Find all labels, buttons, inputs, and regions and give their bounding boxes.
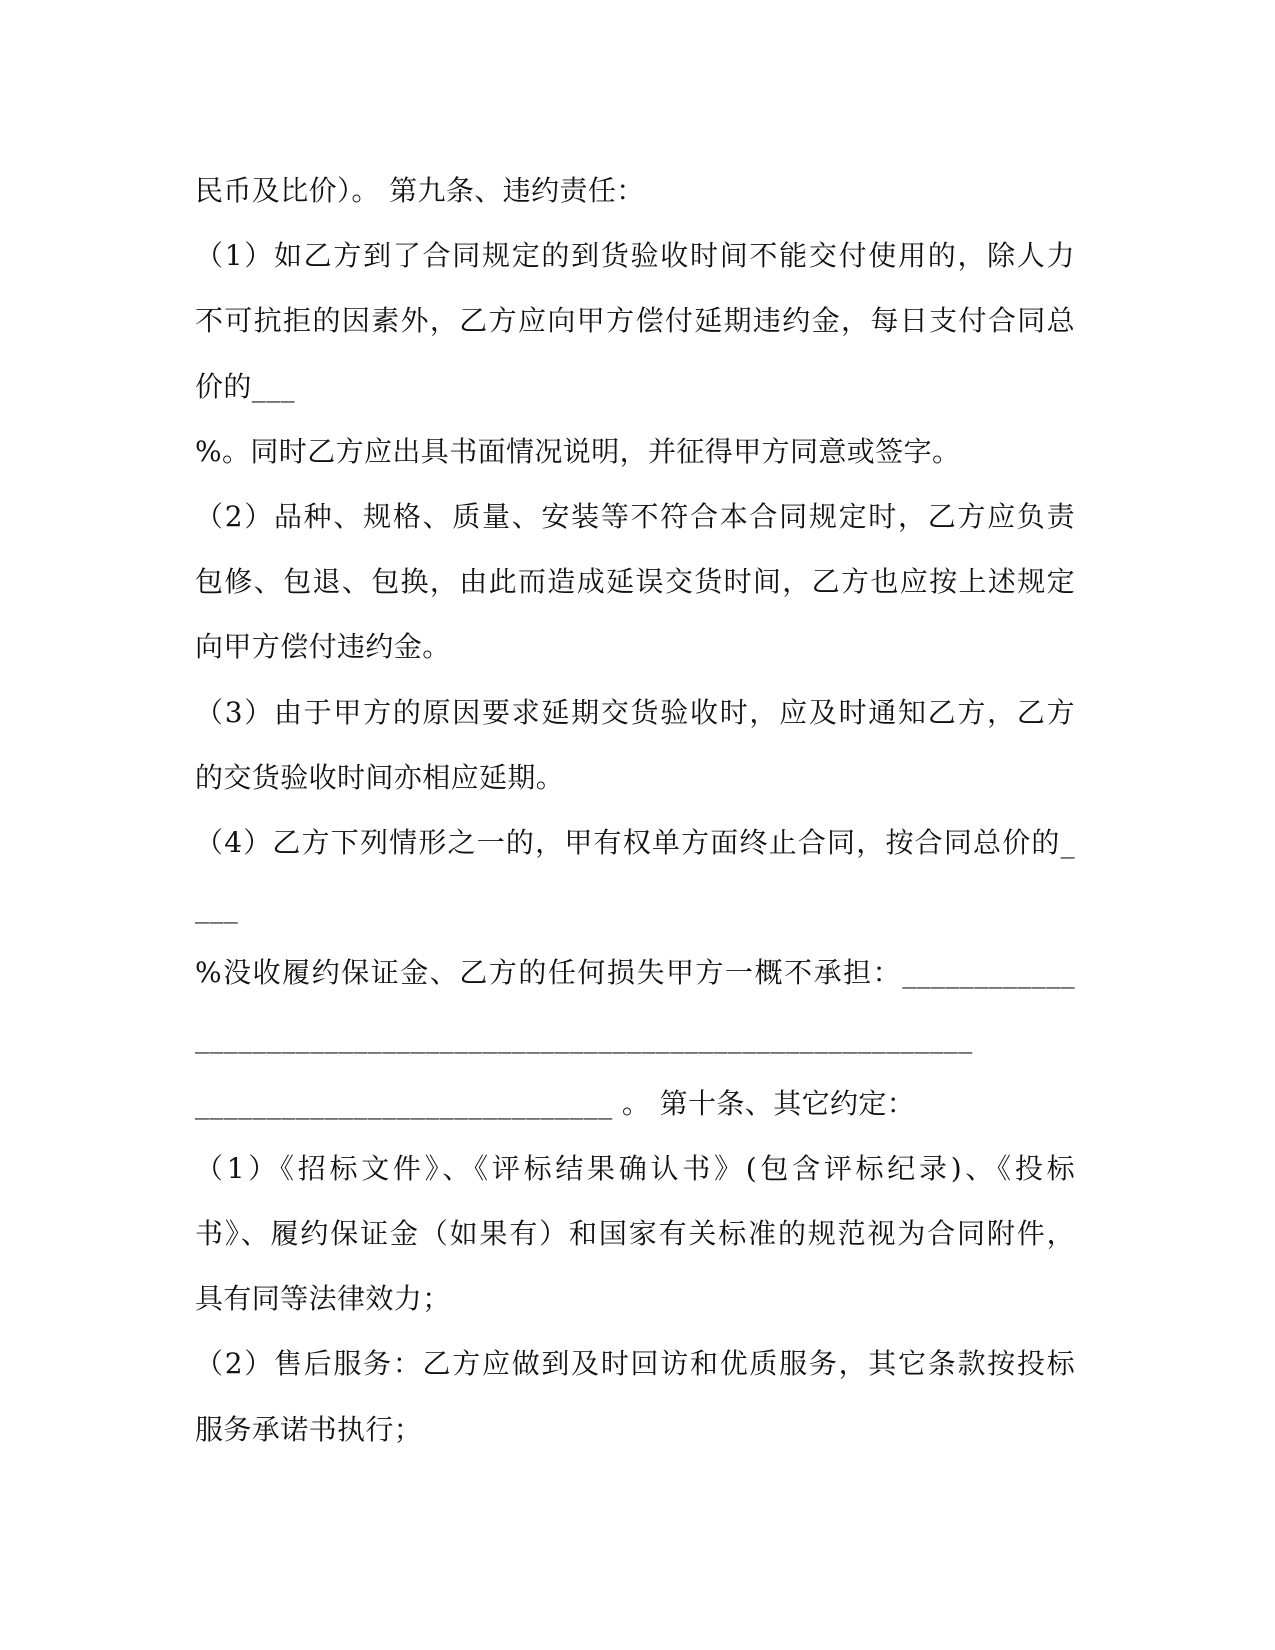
text-line: _____________________________ 。 第十条、其它约定： (195, 1086, 916, 1120)
blank-fill-line: ______________________________________________________ (195, 1021, 973, 1055)
text-line: 书》、履约保证金（如果有）和国家有关标准的规范视为合同附件， (195, 1217, 1075, 1250)
text-line: 向甲方偿付违约金。 (195, 630, 451, 664)
text-line: %。同时乙方应出具书面情况说明，并征得甲方同意或签字。 (195, 434, 961, 468)
text-line: %没收履约保证金、乙方的任何损失甲方一概不承担：____________ (195, 956, 1075, 990)
text-line: （2）品种、规格、质量、安装等不符合本合同规定时，乙方应负责 (195, 499, 1075, 533)
text-line: （3）由于甲方的原因要求延期交货验收时，应及时通知乙方，乙方 (195, 695, 1075, 729)
text-line: 价的___ (195, 369, 296, 403)
text-line: 服务承诺书执行； (195, 1412, 423, 1446)
text-line: ___ (195, 891, 239, 925)
text-line: （1）如乙方到了合同规定的到货验收时间不能交付使用的，除人力 (195, 239, 1075, 273)
text-line: （2）售后服务：乙方应做到及时回访和优质服务，其它条款按投标 (195, 1347, 1075, 1381)
text-line: 民币及比价）。 第九条、违约责任： (195, 174, 645, 207)
text-line: 包修、包退、包换，由此而造成延误交货时间，乙方也应按上述规定 (195, 565, 1075, 599)
text-line: （4）乙方下列情形之一的，甲有权单方面终止合同，按合同总价的_ (195, 825, 1075, 859)
document-body (195, 158, 1075, 1462)
text-line: 具有同等法律效力； (195, 1282, 451, 1316)
text-line: 的交货验收时间亦相应延期。 (195, 760, 565, 794)
text-line: （1）《招标文件》、《评标结果确认书》(包含评标纪录)、《投标 (195, 1151, 1075, 1185)
text-line: 不可抗拒的因素外，乙方应向甲方偿付延期违约金，每日支付合同总 (195, 304, 1075, 338)
